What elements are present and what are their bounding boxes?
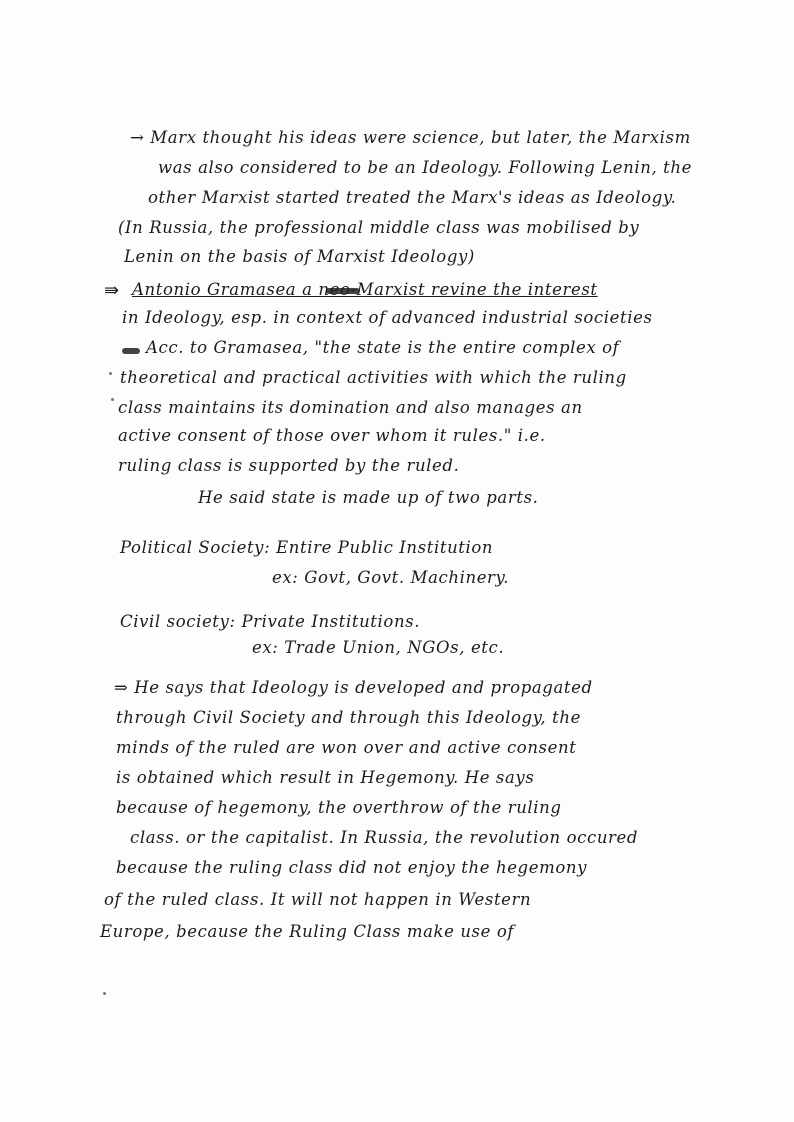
note-line-24: because the ruling class did not enjoy the hegemony: [116, 858, 588, 877]
note-line-18: ⇒ He says that Ideology is developed and propagated: [114, 678, 593, 697]
note-line-4: (In Russia, the professional middle class was mobilised by: [118, 218, 640, 237]
note-line-6: Antonio Gramasea a neo-Marxist revine the interest: [132, 280, 598, 299]
note-line-3: other Marxist started treated the Marx's ideas as Ideology.: [148, 188, 677, 207]
scan-speck: [103, 992, 106, 995]
note-line-22: because of hegemony, the overthrow of the ruling: [116, 798, 562, 817]
note-line-19: through Civil Society and through this Ideology, the: [116, 708, 581, 727]
note-line-20: minds of the ruled are won over and active consent: [116, 738, 577, 757]
note-line-14: Political Society: Entire Public Institution: [120, 538, 494, 557]
note-line-15: ex: Govt, Govt. Machinery.: [272, 568, 510, 587]
note-line-11: active consent of those over whom it rules." i.e.: [118, 426, 546, 445]
note-line-25: of the ruled class. It will not happen in Western: [104, 890, 532, 909]
note-line-1: → Marx thought his ideas were science, but later, the Marxism: [130, 128, 691, 147]
note-line-5: Lenin on the basis of Marxist Ideology): [124, 247, 475, 266]
scribble-mark: [122, 348, 140, 354]
note-line-16: Civil society: Private Institutions.: [120, 612, 421, 631]
note-line-13: He said state is made up of two parts.: [198, 488, 539, 507]
scan-speck: [111, 398, 114, 401]
note-line-8: Acc. to Gramasea, "the state is the entire complex of: [146, 338, 620, 357]
note-line-9: theoretical and practical activities with which the ruling: [120, 368, 627, 387]
note-line-21: is obtained which result in Hegemony. He says: [116, 768, 535, 787]
note-line-10: class maintains its domination and also manages an: [118, 398, 583, 417]
note-line-17: ex: Trade Union, NGOs, etc.: [252, 638, 505, 657]
note-line-7: in Ideology, esp. in context of advanced industrial societies: [122, 308, 653, 327]
note-line-2: was also considered to be an Ideology. Following Lenin, the: [158, 158, 692, 177]
note-line-23: class. or the capitalist. In Russia, the revolution occured: [130, 828, 639, 847]
note-line-26: Europe, because the Ruling Class make use of: [100, 922, 515, 941]
note-line-12: ruling class is supported by the ruled.: [118, 456, 460, 475]
margin-arrow-icon: ⇛: [104, 280, 120, 301]
scan-speck: [109, 372, 112, 375]
